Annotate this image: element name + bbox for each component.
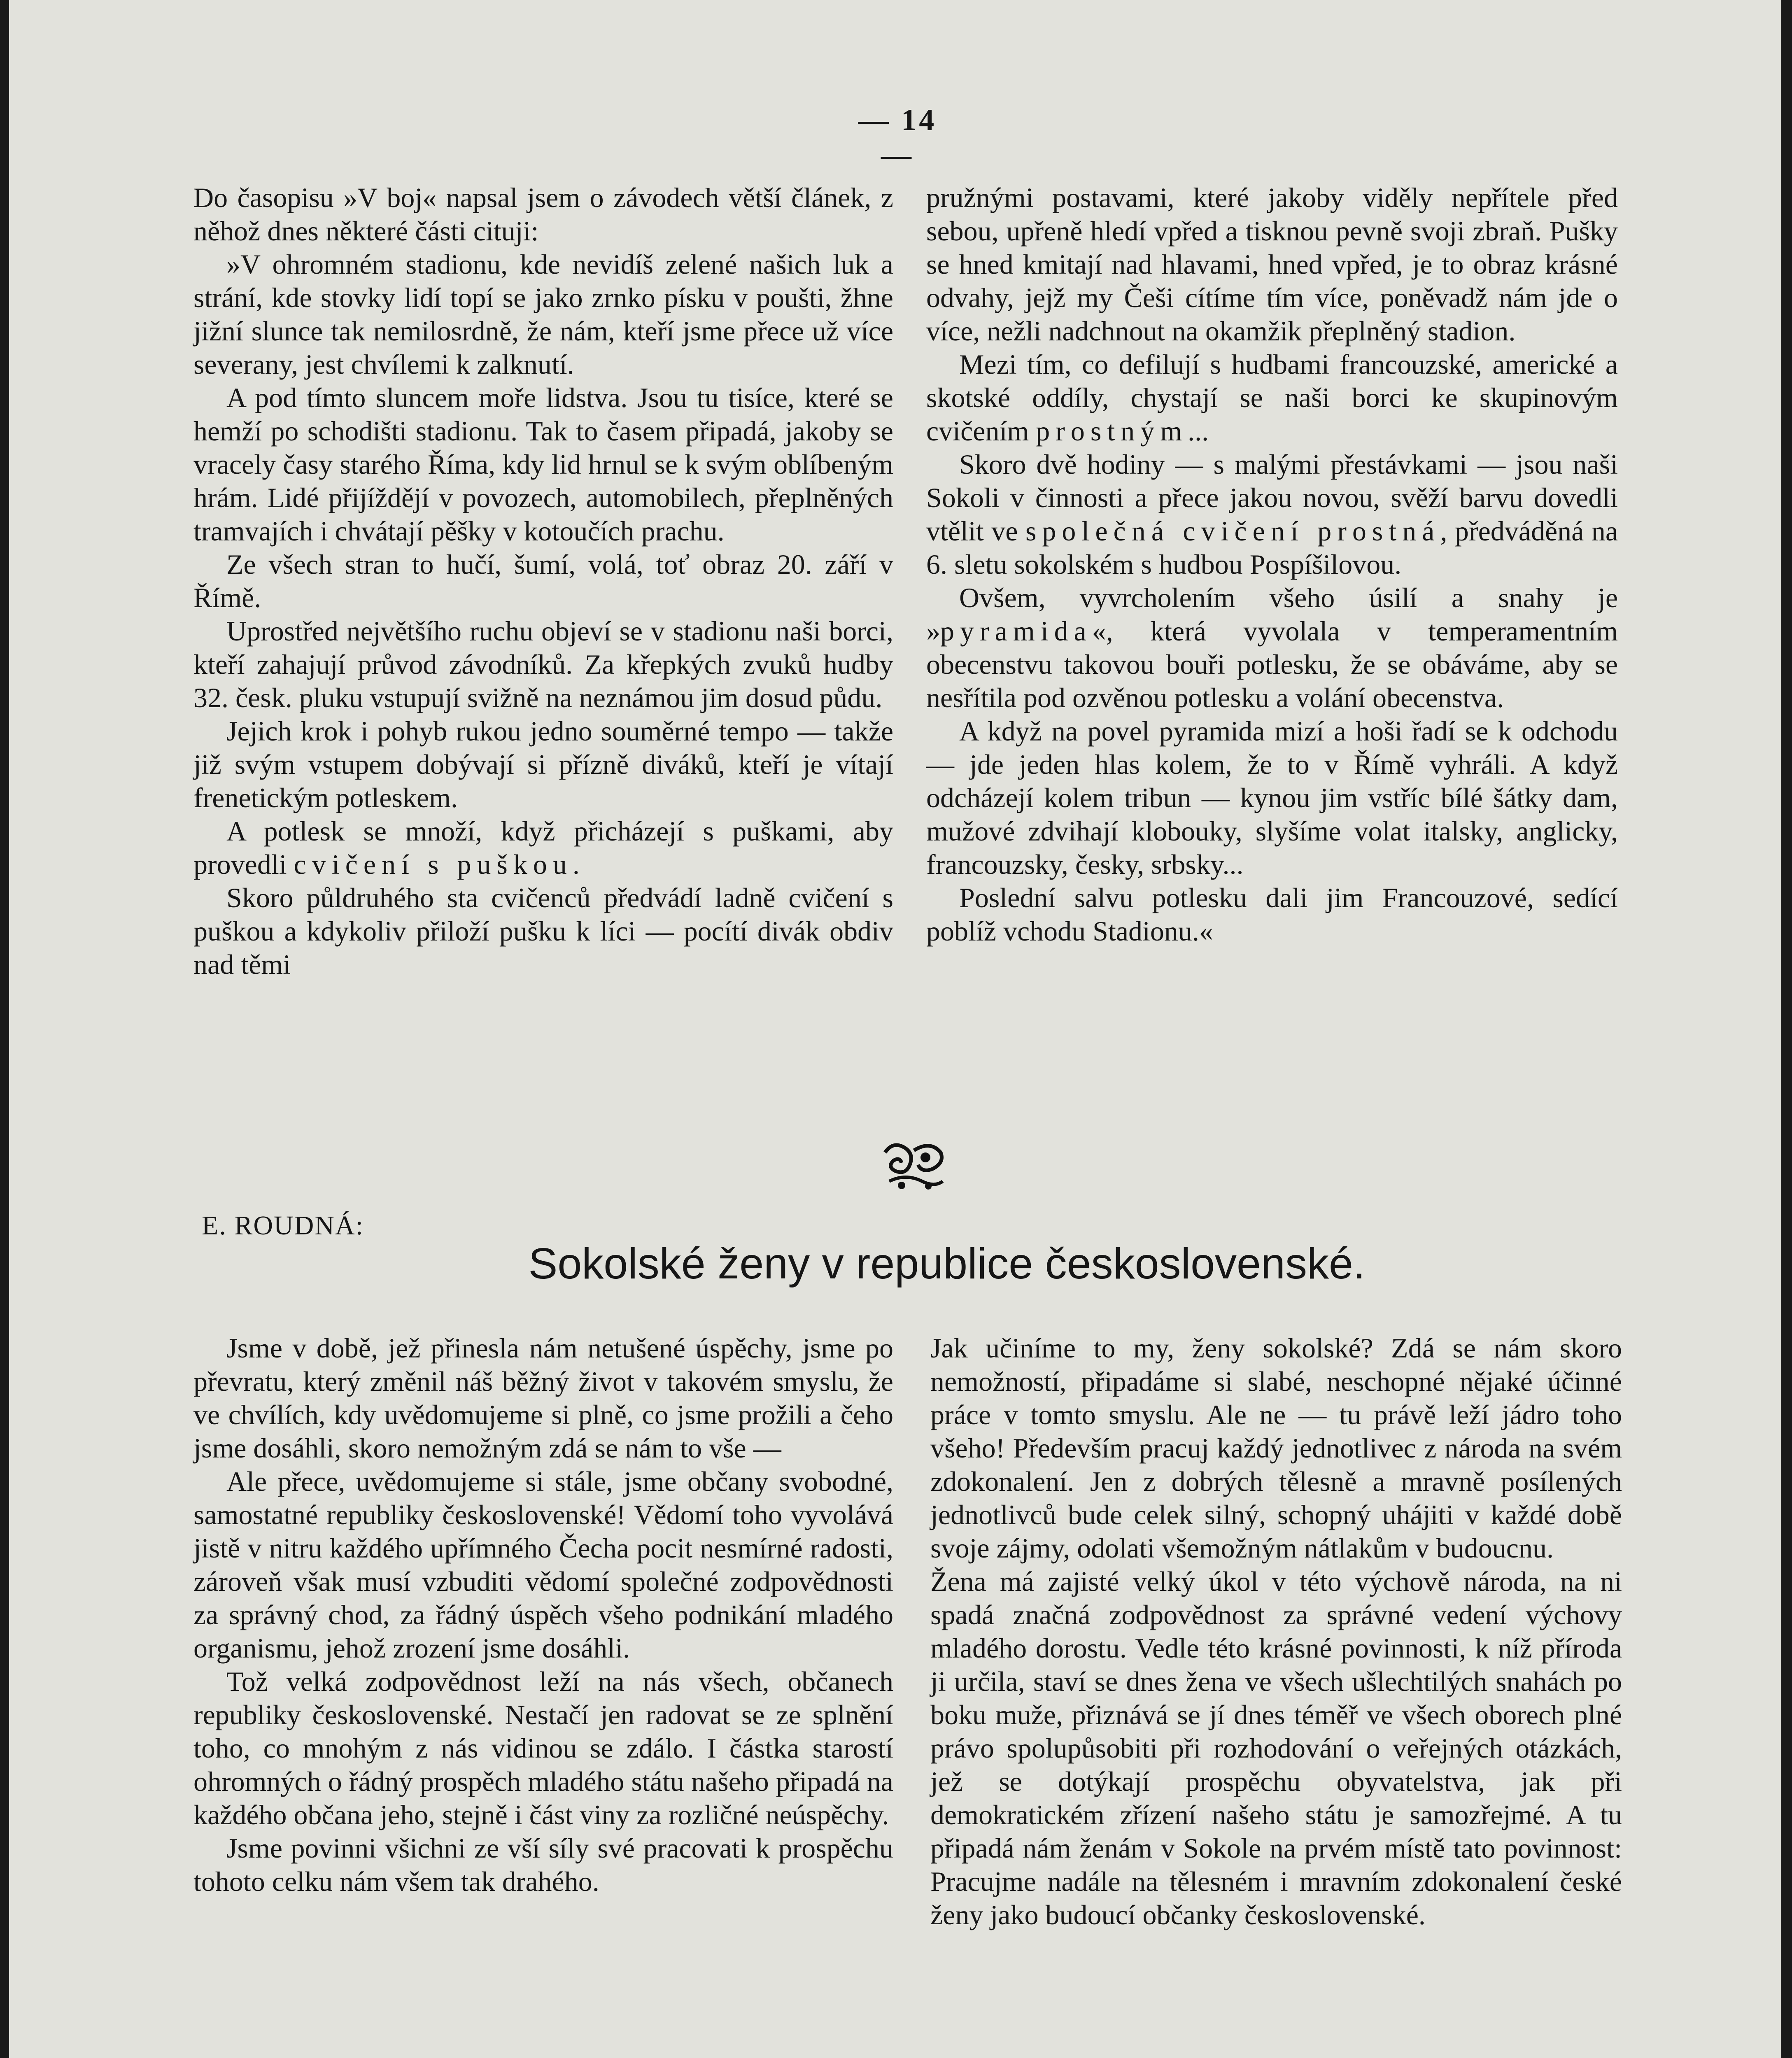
paragraph: Poslední salvu potlesku dali jim Francouzové, sedící poblíž vchodu Stadionu.« [926, 882, 1618, 947]
paragraph-text: «, která vyvolala v temperamentním obecenstvu takovou bouři potlesku, že se obáváme, aby se nesřítila pod ozvěnou potlesku a volání obecenstva. [926, 615, 1618, 713]
paragraph [926, 448, 1618, 581]
scan-border-right [1781, 0, 1792, 2058]
paragraph: Jsme povinni všichni ze vší síly své pracovati k prospěchu tohoto celku nám všem tak drahého. [193, 1832, 893, 1897]
paragraph: Tož velká zodpovědnost leží na nás všech, občanech republiky československé. Nestačí jen radovat se ze splnění toho, co mnohým z nás vidinou se zdálo. I částka starostí ohromných o řádný prospěch mladého státu našeho připadá na každého občana jeho, stejně i část viny za rozličné neúspěchy. [193, 1666, 893, 1830]
paragraph: Žena má zajisté velký úkol v této výchově národa, na ni spadá značná zodpovědnost za správné vedení výchovy mladého dorostu. Vedle této krásné povinnosti, k níž příroda ji určila, staví se dnes žena ve všech ušlechtilých snahách po boku muže, přiznává se jí dnes téměř ve všech oborech plné právo spolupůsobiti při rozhodování o veřejných otázkách, jež se dotýkají prospěchu obyvatelstva, jak při demokratickém zřízení našeho státu je samozřejmé. A tu připadá nám ženám v Sokole na prvém místě tato povinnost: Pracujme nadále na tělesném i mravním zdokonalení české ženy jako budoucí občanky československé. [930, 1566, 1622, 1930]
paragraph [926, 348, 1618, 448]
article-title: Sokolské ženy v republice československé. [528, 1239, 1366, 1288]
article2-column-left [193, 1332, 893, 1898]
paragraph: A když na povel pyramida mizí a hoši řadí se k odchodu — jde jeden hlas kolem, že to v Římě vyhráli. A když odcházejí kolem tribun — kynou jim vstříc bílé šátky dam, mužové zdvihají klobouky, slyšíme volat italsky, anglicky, francouzsky, česky, srbsky... [926, 715, 1618, 880]
paragraph: Uprostřed největšího ruchu objeví se v stadionu naši borci, kteří zahajují průvod závodníků. Za křepkých zvuků hudby 32. česk. pluku vstupují svižně na neznámou jim dosud půdu. [193, 615, 893, 713]
article2-column-right [930, 1332, 1622, 1932]
paragraph: pružnými postavami, které jakoby viděly nepřítele před sebou, upřeně hledí vpřed a tisknou pevně svoji zbraň. Pušky se hned kmitají nad hlavami, hned vpřed, je to obraz krásné odvahy, jejž my Češi cítíme tím více, poněvadž nám jde o více, nežli nadchnout na okamžik přeplněný stadion. [926, 182, 1618, 347]
paragraph: A pod tímto sluncem moře lidstva. Jsou tu tisíce, které se hemží po schodišti stadionu. Tak to časem připadá, jakoby se vracely časy starého Říma, kdy lid hrnul se k svým oblíbeným hrám. Lidé přijíždějí v povozech, automobilech, přeplněných tramvajích i chvátají pěšky v kotoučích prachu. [193, 382, 893, 547]
paragraph: Jsme v době, jež přinesla nám netušené úspěchy, jsme po převratu, který změnil náš běžný život v takovém smyslu, že ve chvílích, kdy uvědomujeme si plně, co jsme prožili a čeho jsme dosáhli, skoro nemožným zdá se nám to vše — [193, 1332, 893, 1464]
spaced-emphasis: cvičení s puškou [294, 849, 573, 880]
paragraph: Jak učiníme to my, ženy sokolské? Zdá se nám skoro nemožností, připadáme si slabé, neschopné nějaké účinné práce v tomto smyslu. Ale ne — tu právě leží jádro toho všeho! Především pracuj každý jednotlivec z národa na svém zdokonalení. Jen z dobrých tělesně a mravně posílených jednotlivců bude celek silný, schopný uhájiti v každé době svoje zájmy, odolati všemožným nátlakům v budoucnu. [930, 1332, 1622, 1564]
ellipsis: ... [1188, 415, 1209, 447]
paragraph-text: A potlesk se množí, když přicházejí s puškami, aby provedli [193, 815, 893, 880]
spaced-emphasis: pyramida [940, 615, 1092, 647]
paragraph: A potlesk se množí, když přicházejí s puškami, aby provedli cvičení s puškou. [193, 815, 893, 880]
paragraph: Jejich krok i pohyb rukou jedno souměrné tempo — takže již svým vstupem dobývají si přízně diváků, kteří je vítají frenetickým potleskem. [193, 715, 893, 813]
page-number: — 14 — [858, 103, 937, 172]
floral-ornament-icon [877, 1136, 947, 1194]
article-byline: E. ROUDNÁ: [202, 1211, 364, 1241]
paragraph [926, 581, 1618, 715]
paragraph-text: Skoro dvě hodiny — s malými přestávkami — jsou naši Sokoli v činnosti a přece jakou novou, svěží barvu dovedli vtělit ve [926, 449, 1618, 547]
paragraph: Ze všech stran to hučí, šumí, volá, toť obraz 20. září v Římě. [193, 549, 893, 613]
article1-column-left [193, 181, 893, 981]
paragraph-text: , předváděná na 6. sletu sokolském s hudbou Pospíšilovou. [926, 515, 1618, 580]
paragraph-text: Mezi tím, co defilují s hudbami francouzské, americké a skotské oddíly, chystají se naši borci ke skupinovým cvičením [926, 349, 1618, 447]
spaced-emphasis: společná cvičení prostná [1025, 515, 1440, 547]
paragraph: »V ohromném stadionu, kde nevidíš zelené našich luk a strání, kde stovky lidí topí se jako zrnko písku v poušti, žhne jižní slunce tak nemilosrdně, že nám, kteří jsme přece už více severany, jest chvílemi k zalknutí. [193, 249, 893, 380]
paragraph-text: Ovšem, vyvrcholením všeho úsilí a snahy je » [926, 582, 1618, 647]
article1-column-right [926, 181, 1618, 948]
paragraph: Do časopisu »V boj« napsal jsem o závodech větší článek, z něhož dnes některé části cituji: [193, 182, 893, 247]
paragraph: Skoro půldruhého sta cvičenců předvádí ladně cvičení s puškou a kdykoliv přiloží pušku k líci — pocítí divák obdiv nad těmi [193, 882, 893, 980]
paragraph: Ale přece, uvědomujeme si stále, jsme občany svobodné, samostatné republiky československé! Vědomí toho vyvolává jistě v nitru každého upřímného Čecha pocit nesmírné radosti, zároveň však musí vzbuditi vědomí společné zodpovědnosti za správný chod, za řádný úspěch všeho podnikání mladého organismu, jehož zrození jsme dosáhli. [193, 1466, 893, 1664]
scan-border-left [0, 0, 9, 2058]
spaced-emphasis: prostným [1036, 415, 1188, 447]
